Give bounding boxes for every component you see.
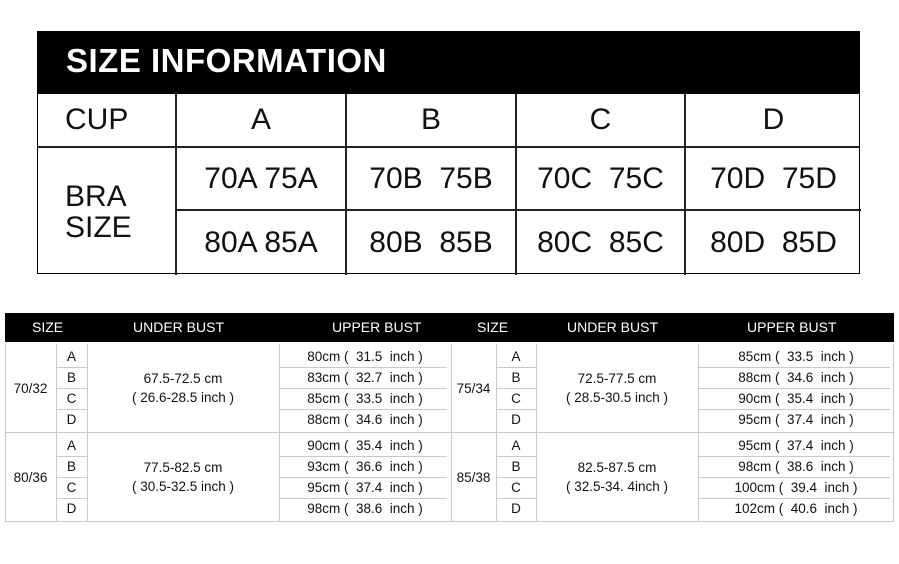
cup-cell: C [511, 391, 521, 406]
upper-bust-cell: 85cm ( 33.5 inch ) [307, 391, 423, 406]
column-divider [893, 344, 894, 521]
bra-size-c-row2: 80C 85C [537, 226, 664, 259]
header-under-bust-left: UNDER BUST [133, 319, 225, 335]
cup-a: A [250, 103, 271, 136]
column-divider [496, 344, 497, 432]
size-cell: 80/36 [13, 469, 48, 485]
bra-size-d-row1: 70D 75D [710, 161, 837, 195]
cup-cell: D [511, 412, 521, 427]
column-divider [698, 344, 699, 432]
column-divider [536, 433, 537, 521]
cup-cell: D [66, 501, 77, 516]
column-divider [87, 344, 88, 432]
bra-size-label-line1: BRA [65, 179, 127, 213]
column-divider [5, 344, 6, 521]
bra-size-c-row1: 70C 75C [537, 161, 664, 195]
cup-cell: D [511, 501, 521, 516]
size-cell: 70/32 [13, 380, 48, 396]
table-title: SIZE INFORMATION [66, 42, 387, 79]
title-bar [38, 32, 859, 94]
upper-bust-cell: 83cm ( 32.7 inch ) [307, 370, 423, 385]
size-cell: 75/34 [456, 380, 491, 396]
cup-cell: C [66, 480, 77, 495]
upper-bust-cell: 88cm ( 34.6 inch ) [738, 370, 854, 385]
measurement-header [5, 313, 894, 342]
header-size-left: SIZE [32, 319, 64, 335]
size-cell: 85/38 [456, 469, 491, 485]
header-size-right: SIZE [477, 319, 509, 335]
column-divider [279, 433, 280, 521]
bra-size-label-line2: SIZE [65, 210, 132, 244]
header-upper-bust-left: UPPER BUST [332, 319, 422, 335]
bra-size-b-row2: 80B 85B [369, 226, 493, 259]
column-divider [279, 344, 280, 432]
upper-bust-cell: 95cm ( 37.4 inch ) [738, 412, 854, 427]
under-bust-cm: 77.5-82.5 cm [143, 460, 223, 475]
cup-cell: D [66, 412, 77, 427]
cup-label-text: CUP [65, 103, 129, 136]
upper-bust-cell: 90cm ( 35.4 inch ) [738, 391, 854, 406]
upper-bust-cell: 98cm ( 38.6 inch ) [738, 459, 854, 474]
bra-size-b-row1: 70B 75B [369, 161, 493, 195]
under-bust-inch: ( 26.6-28.5 inch ) [131, 390, 235, 405]
under-bust-inch: ( 28.5-30.5 inch ) [565, 390, 669, 405]
size-information-table [37, 31, 860, 274]
upper-bust-cell: 98cm ( 38.6 inch ) [307, 501, 423, 516]
cup-d: D [762, 103, 785, 136]
upper-bust-cell: 85cm ( 33.5 inch ) [738, 349, 854, 364]
cup-cell: A [511, 438, 521, 453]
column-divider [536, 344, 537, 432]
under-bust-cell [87, 344, 279, 432]
column-divider [56, 344, 57, 432]
cup-cell: B [511, 459, 521, 474]
under-bust-cm: 72.5-77.5 cm [577, 371, 657, 386]
bra-size-a-row1: 70A 75A [204, 161, 318, 195]
column-divider [496, 433, 497, 521]
bra-size-a-row2: 80A 85A [204, 226, 318, 259]
column-divider [698, 433, 699, 521]
upper-bust-cell: 90cm ( 35.4 inch ) [307, 438, 423, 453]
column-divider [451, 344, 452, 521]
under-bust-cm: 82.5-87.5 cm [577, 460, 657, 475]
under-bust-cell [536, 344, 698, 432]
upper-bust-cell: 80cm ( 31.5 inch ) [307, 349, 423, 364]
upper-bust-cell: 95cm ( 37.4 inch ) [307, 480, 423, 495]
cup-cell: B [66, 459, 76, 474]
upper-bust-cell: 95cm ( 37.4 inch ) [738, 438, 854, 453]
upper-bust-cell: 93cm ( 36.6 inch ) [307, 459, 423, 474]
header-under-bust-right: UNDER BUST [567, 319, 659, 335]
under-bust-cell [87, 433, 279, 521]
bra-size-d-row2: 80D 85D [710, 226, 837, 259]
cup-cell: A [66, 438, 76, 453]
cup-cell: A [66, 349, 76, 364]
upper-bust-cell: 102cm ( 40.6 inch ) [734, 501, 858, 516]
column-divider [87, 433, 88, 521]
cup-cell: C [511, 480, 521, 495]
measurement-table [5, 313, 894, 525]
column-divider [56, 433, 57, 521]
cup-c: C [589, 103, 612, 136]
under-bust-inch: ( 30.5-32.5 inch ) [131, 479, 235, 494]
cup-b: B [420, 103, 441, 136]
cup-cell: B [511, 370, 521, 385]
under-bust-cm: 67.5-72.5 cm [143, 371, 223, 386]
cup-cell: C [66, 391, 77, 406]
under-bust-inch: ( 32.5-34. 4inch ) [565, 479, 669, 494]
bra-size-label [38, 148, 175, 275]
group-divider [451, 521, 894, 522]
cup-cell: B [66, 370, 76, 385]
under-bust-cell [536, 433, 698, 521]
cup-label [38, 94, 175, 146]
upper-bust-cell: 88cm ( 34.6 inch ) [307, 412, 423, 427]
group-divider [5, 521, 451, 522]
cup-cell: A [511, 349, 521, 364]
header-upper-bust-right: UPPER BUST [747, 319, 837, 335]
upper-bust-cell: 100cm ( 39.4 inch ) [734, 480, 858, 495]
